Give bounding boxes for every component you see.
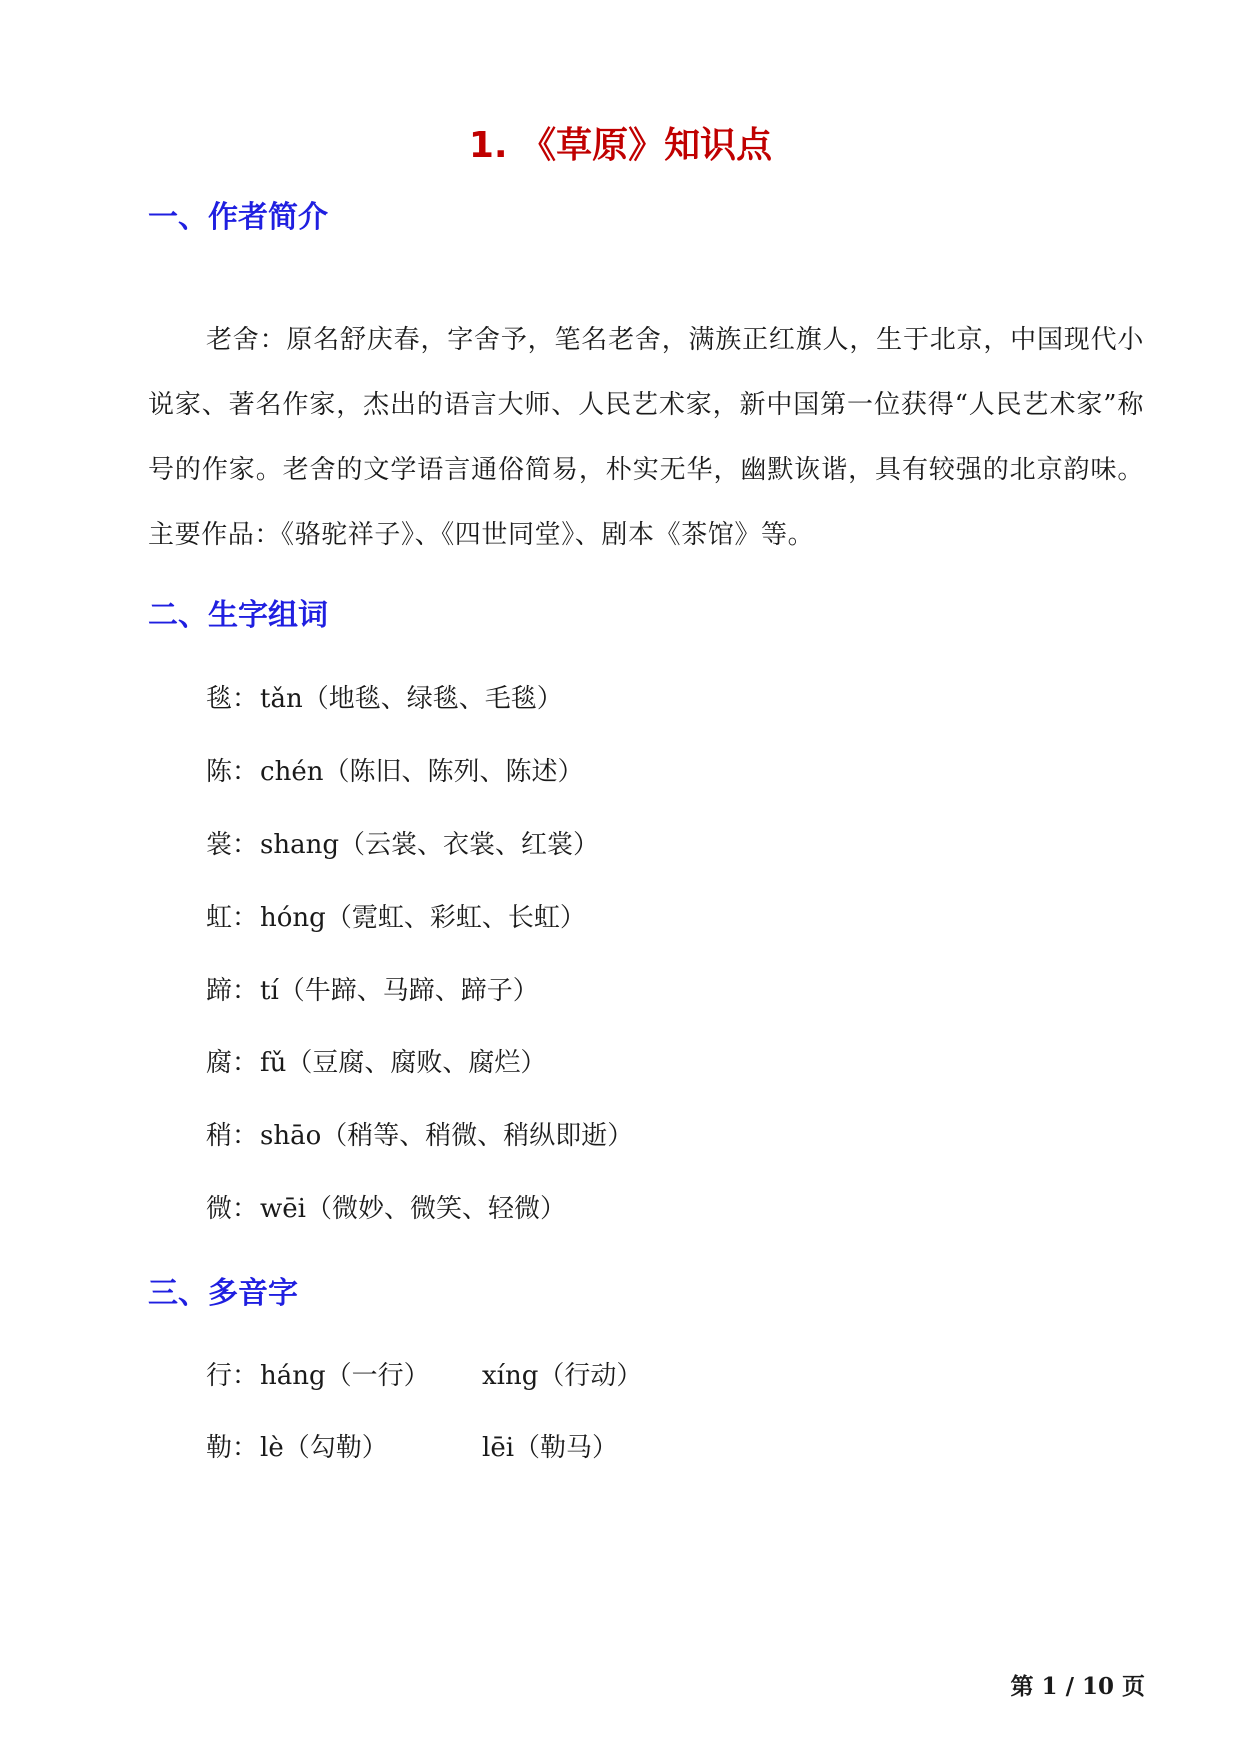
- vocab-item: 稍：shāo（稍等、稍微、稍纵即逝）: [206, 1121, 634, 1151]
- vocab-words: （牛蹄、马蹄、蹄子）: [278, 976, 539, 1006]
- vocab-words: （微妙、微笑、轻微）: [306, 1194, 567, 1224]
- vocab-pinyin: hóng: [260, 903, 326, 933]
- vocab-char: 陈: [206, 757, 233, 787]
- vocab-words: （稍等、稍微、稍纵即逝）: [321, 1121, 634, 1151]
- vocab-pinyin: shang: [260, 830, 340, 860]
- vocab-item: 微：wēi（微妙、微笑、轻微）: [206, 1194, 567, 1224]
- author-paragraph: 老舍：原名舒庆春，字舍予，笔名老舍，满族正红旗人，生于北京，中国现代小说家、著名作家，杰出的语言大师、人民艺术家，新中国第一位获得“人民艺术家”称号的作家。老舍的文学语言通俗简易，朴实无华，幽默诙谐，具有较强的北京韵味。主要作品：《骆驼祥子》、《四世同堂》、剧本《茶馆》等。: [148, 325, 1144, 550]
- polyphone-item: 行：háng（一行） xíng（行动）: [206, 1356, 430, 1396]
- polyphone-char: 行: [206, 1361, 233, 1391]
- vocab-char: 稍: [206, 1121, 233, 1151]
- vocab-words: （云裳、衣裳、红裳）: [339, 830, 600, 860]
- vocab-item: 裳：shang（云裳、衣裳、红裳）: [206, 830, 600, 860]
- section-heading-vocab: 二、生字组词: [148, 598, 328, 633]
- vocab-pinyin: fǔ: [260, 1048, 287, 1078]
- vocab-words: （陈旧、陈列、陈述）: [323, 757, 584, 787]
- polyphone-reading-2: xíng（行动）: [482, 1361, 643, 1391]
- vocab-char: 裳: [206, 830, 233, 860]
- vocab-words: （地毯、绿毯、毛毯）: [302, 684, 563, 714]
- vocab-char: 虹: [206, 903, 233, 933]
- vocab-item: 毯：tǎn（地毯、绿毯、毛毯）: [206, 684, 563, 714]
- vocab-char: 毯: [206, 684, 233, 714]
- vocab-item: 陈：chén（陈旧、陈列、陈述）: [206, 757, 584, 787]
- vocab-pinyin: shāo: [260, 1121, 322, 1151]
- vocab-words: （豆腐、腐败、腐烂）: [286, 1048, 547, 1078]
- section-heading-author: 一、作者简介: [148, 200, 328, 235]
- vocab-char: 蹄: [206, 976, 233, 1006]
- vocab-item: 虹：hóng（霓虹、彩虹、长虹）: [206, 903, 586, 933]
- vocab-item: 腐：fǔ（豆腐、腐败、腐烂）: [206, 1048, 547, 1078]
- vocab-item: 蹄：tí（牛蹄、马蹄、蹄子）: [206, 976, 539, 1006]
- polyphone-reading-1: háng（一行）: [260, 1361, 430, 1391]
- page-number: 第 1 / 10 页: [1010, 1673, 1145, 1700]
- vocab-pinyin: tǎn: [260, 684, 303, 714]
- vocab-words: （霓虹、彩虹、长虹）: [325, 903, 586, 933]
- document-title: 1. 《草原》知识点: [468, 125, 773, 166]
- vocab-char: 微: [206, 1194, 233, 1224]
- vocab-pinyin: tí: [260, 976, 279, 1006]
- polyphone-reading-2: lēi（勒马）: [482, 1433, 619, 1463]
- section-heading-polyphones: 三、多音字: [148, 1276, 298, 1311]
- vocab-pinyin: chén: [260, 757, 324, 787]
- polyphone-item: 勒：lè（勾勒） lēi（勒马）: [206, 1428, 388, 1468]
- vocab-char: 腐: [206, 1048, 233, 1078]
- polyphone-char: 勒: [206, 1433, 233, 1463]
- polyphone-reading-1: lè（勾勒）: [260, 1433, 388, 1463]
- vocab-pinyin: wēi: [260, 1194, 306, 1224]
